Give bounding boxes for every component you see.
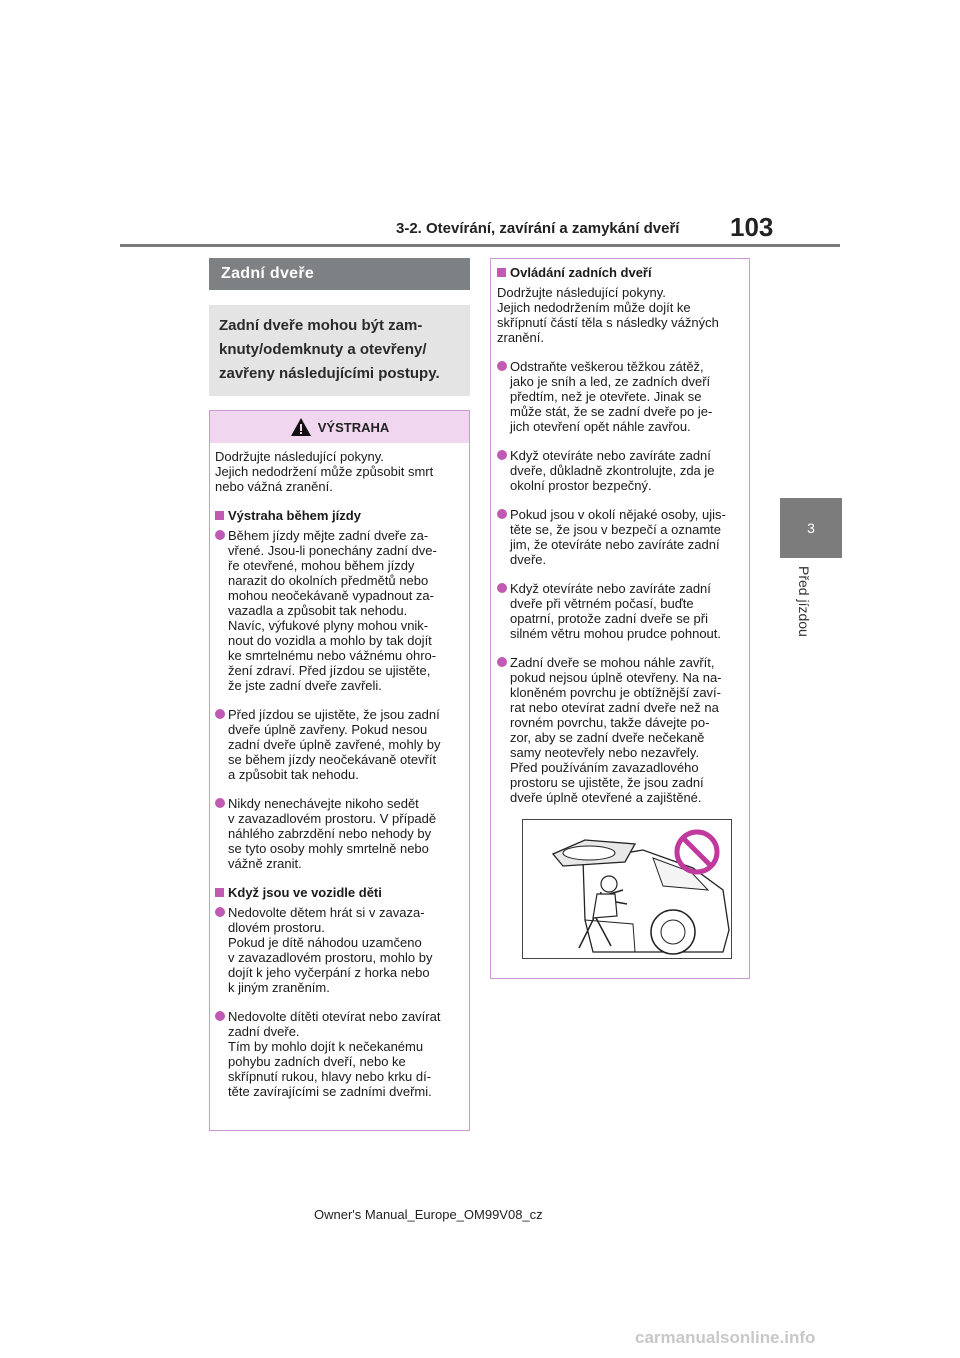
text-line: vřené. Jsou-li ponechány zadní dve- [228, 543, 437, 558]
text-line: jim, že otevíráte nebo zavíráte zadní [510, 537, 720, 552]
chapter-tab [780, 498, 842, 558]
list-item [497, 581, 743, 641]
chapter-tab-label: Před jízdou [796, 566, 812, 637]
list-item-text [228, 707, 440, 782]
list-item-text [510, 448, 715, 493]
tailgate-illustration [522, 819, 732, 959]
chapter-tab-number: 3 [807, 520, 815, 536]
text-line: dveře úplně otevřené a zajištěné. [510, 790, 702, 805]
text-line: že jste zadní dveře zavřeli. [228, 678, 382, 693]
text-line: dveře úplně zavřeny. Pokud nesou [228, 722, 428, 737]
text-line: dveře, důkladně zkontrolujte, zda je [510, 463, 715, 478]
list-item [215, 528, 463, 693]
list-item [497, 655, 743, 805]
text-line: mohou neočekávaně vypadnout za- [228, 588, 434, 603]
intro-line: knuty/odemknuty a otevřeny/ [219, 341, 427, 358]
bullet-dot-icon [215, 798, 225, 808]
list-item [497, 448, 743, 493]
text-line: žení zdraví. Před jízdou se ujistěte, [228, 663, 431, 678]
text-line: skřípnutí rukou, hlavy nebo krku dí- [228, 1069, 432, 1084]
subheading-children [215, 885, 463, 900]
subheading-text: Když jsou ve vozidle děti [228, 885, 382, 900]
text-line: zor, aby se zadní dveře nečekaně [510, 730, 705, 745]
left-column [209, 258, 470, 1131]
text-line: Nedovolte dětem hrát si v zavaza- [228, 905, 425, 920]
list-item-text [228, 905, 432, 995]
square-bullet-icon [215, 888, 224, 897]
text-line: rovném povrchu, takže dávejte po- [510, 715, 710, 730]
text-line: těte se, že jsou v bezpečí a oznamte [510, 522, 722, 537]
text-line: dveře při větrném počasí, buďte [510, 596, 694, 611]
header-rule [120, 244, 840, 247]
text-line: dojít k jeho vyčerpání z horka nebo [228, 965, 430, 980]
list-item-text [228, 796, 436, 871]
text-line: Dodržujte následující pokyny. [215, 449, 384, 464]
text-line: Zadní dveře se mohou náhle zavřít, [510, 655, 715, 670]
section-intro [209, 305, 470, 396]
bullet-dot-icon [215, 1011, 225, 1021]
text-line: náhlého zabrzdění nebo nehody by [228, 826, 432, 841]
text-line: Pokud je dítě náhodou uzamčeno [228, 935, 422, 950]
list-item-text [510, 359, 712, 434]
prohibited-icon [673, 828, 721, 876]
text-line: skřípnutí částí těla s následky vážných [497, 315, 719, 330]
list-item-text [228, 1009, 440, 1099]
text-line: těte zavírajícími se zadními dveřmi. [228, 1084, 432, 1099]
text-line: dlovém prostoru. [228, 920, 325, 935]
list-item-text [510, 655, 722, 805]
warning-triangle-icon [290, 417, 312, 437]
text-line: se během jízdy neočekávaně otevřít [228, 752, 437, 767]
subheading-text: Ovládání zadních dveří [510, 265, 652, 280]
text-line: ře otevřené, mohou během jízdy [228, 558, 415, 573]
text-line: Dodržujte následující pokyny. [497, 285, 666, 300]
text-line: vážně zranit. [228, 856, 302, 871]
subheading-driving [215, 508, 463, 523]
list-item [215, 905, 463, 995]
square-bullet-icon [497, 268, 506, 277]
footer: Owner's Manual_Europe_OM99V08_cz [314, 1207, 543, 1222]
text-line: Tím by mohlo dojít k nečekanému [228, 1039, 424, 1054]
bullet-dot-icon [497, 657, 507, 667]
section-heading: Zadní dveře [209, 258, 470, 290]
list-item [215, 1009, 463, 1099]
text-line: zadní dveře úplně zavřené, mohly by [228, 737, 441, 752]
text-line: Před používáním zavazadlového [510, 760, 699, 775]
warning-header [210, 411, 469, 443]
text-line: Nedovolte dítěti otevírat nebo zavírat [228, 1009, 441, 1024]
text-line: okolní prostor bezpečný. [510, 478, 652, 493]
bullet-dot-icon [497, 450, 507, 460]
square-bullet-icon [215, 511, 224, 520]
operation-intro [497, 285, 743, 345]
text-line: a způsobit tak nehodu. [228, 767, 359, 782]
bullet-dot-icon [497, 509, 507, 519]
bullet-dot-icon [215, 530, 225, 540]
text-line: jich otevření opět náhle zavřou. [510, 419, 691, 434]
text-line: Před jízdou se ujistěte, že jsou zadní [228, 707, 440, 722]
intro-line: Zadní dveře mohou být zam- [219, 317, 423, 334]
warning-title: VÝSTRAHA [317, 419, 390, 435]
text-line: Během jízdy mějte zadní dveře za- [228, 528, 429, 543]
subheading-operation [497, 265, 743, 280]
subheading-text: Výstraha během jízdy [228, 508, 361, 523]
text-line: zadní dveře. [228, 1024, 300, 1039]
warning-intro [215, 449, 463, 494]
text-line: Jejich nedodržením může dojít ke [497, 300, 691, 315]
warning-box [209, 410, 470, 1131]
text-line: Jejich nedodržení může způsobit smrt [215, 464, 434, 479]
bullet-dot-icon [497, 361, 507, 371]
page-number: 103 [730, 212, 774, 242]
list-item [497, 507, 743, 567]
text-line: pokud nejsou úplně otevřeny. Na na- [510, 670, 722, 685]
text-line: Když otevíráte nebo zavíráte zadní [510, 581, 711, 596]
bullet-dot-icon [497, 583, 507, 593]
text-line: Když otevíráte nebo zavíráte zadní [510, 448, 711, 463]
list-item-text [510, 581, 721, 641]
text-line: může stát, že se zadní dveře po je- [510, 404, 713, 419]
text-line: nout do vozidla a mohlo by tak dojít [228, 633, 432, 648]
text-line: samy neotevřely nebo nezavřely. [510, 745, 700, 760]
text-line: vazadla a způsobit tak nehodu. [228, 603, 408, 618]
text-line: předtím, než je otevřete. Jinak se [510, 389, 702, 404]
text-line: Odstraňte veškerou těžkou zátěž, [510, 359, 704, 374]
list-item [215, 796, 463, 871]
text-line: ke smrtelnému nebo vážnému ohro- [228, 648, 437, 663]
text-line: se tyto osoby mohly smrtelně nebo [228, 841, 429, 856]
list-item-text [228, 528, 437, 693]
bullet-dot-icon [215, 709, 225, 719]
intro-line: zavřeny následujícími postupy. [219, 365, 440, 382]
watermark: carmanualsonline.info [635, 1328, 816, 1347]
list-item [497, 359, 743, 434]
list-item [215, 707, 463, 782]
text-line: pohybu zadních dveří, nebo ke [228, 1054, 406, 1069]
text-line: jako je sníh a led, ze zadních dveří [510, 374, 711, 389]
text-line: Navíc, výfukové plyny mohou vnik- [228, 618, 429, 633]
text-line: kloněném povrchu je obtížnější zaví- [510, 685, 721, 700]
text-line: Nikdy nenechávejte nikoho sedět [228, 796, 419, 811]
text-line: silném větru mohou prudce pohnout. [510, 626, 722, 641]
chapter-title: 3-2. Otevírání, zavírání a zamykání dveří [396, 220, 680, 237]
list-item-text [510, 507, 726, 567]
text-line: narazit do okolních předmětů nebo [228, 573, 429, 588]
warning-body [210, 443, 469, 1099]
text-line: rat nebo otevírat zadní dveře než na [510, 700, 719, 715]
text-line: dveře. [510, 552, 547, 567]
text-line: opatrní, protože zadní dveře se při [510, 611, 709, 626]
text-line: v zavazadlovém prostoru, mohlo by [228, 950, 433, 965]
operation-box [490, 258, 750, 979]
text-line: v zavazadlovém prostoru. V případě [228, 811, 437, 826]
text-line: prostoru se ujistěte, že jsou zadní [510, 775, 704, 790]
text-line: nebo vážná zranění. [215, 479, 333, 494]
text-line: zranění. [497, 330, 544, 345]
bullet-dot-icon [215, 907, 225, 917]
text-line: Pokud jsou v okolí nějaké osoby, ujis- [510, 507, 726, 522]
text-line: k jiným zraněním. [228, 980, 330, 995]
